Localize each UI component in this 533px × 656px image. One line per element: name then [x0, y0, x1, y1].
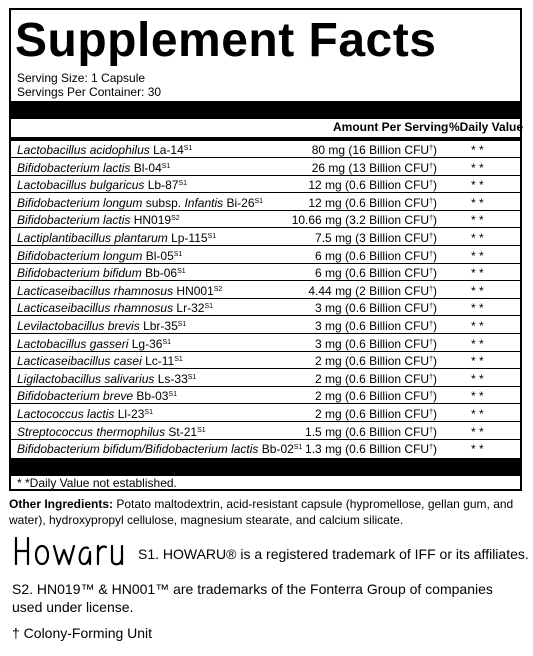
- ingredient-daily-value: * *: [471, 407, 484, 421]
- ingredient-name: Lactobacillus acidophilus $La-14^{S1}$: [17, 143, 193, 157]
- amount-header: Amount Per Serving: [333, 120, 449, 134]
- ingredient-daily-value: * *: [471, 371, 484, 386]
- ingredient-amount: 26 mg (13 Billion CFU†): [311, 160, 437, 175]
- ingredient-name: Lactococcus lactis $Ll-23^{S1}$: [17, 407, 153, 421]
- table-row: [11, 440, 520, 457]
- ingredient-daily-value: * *: [471, 266, 484, 281]
- other-ingredients-text: Potato maltodextrin, acid-resistant capsule (hypromellose, gellan gum, and water), hydroxypropyl cellulose, magnesium stearate, and calcium silicate.: [9, 497, 514, 527]
- s1-trademark-note: S1. HOWARU® is a registered trademark of IFF or its affiliates.: [138, 546, 529, 562]
- ingredient-amount: 3 mg (0.6 Billion CFU†): [315, 319, 437, 333]
- table-row: [11, 370, 520, 387]
- daily-value-header: %Daily Value: [449, 120, 524, 134]
- ingredient-amount: 2 mg (0.6 Billion CFU†): [315, 354, 437, 369]
- other-ingredients: [9, 496, 523, 528]
- s2-trademark-note: S2. HN019™ & HN001™ are trademarks of the Fonterra Group of companies used under license.: [12, 581, 493, 615]
- ingredient-amount: 12 mg (0.6 Billion CFU†): [308, 195, 437, 210]
- thick-divider-top: [11, 101, 520, 119]
- table-row: [11, 141, 520, 158]
- table-row: [11, 229, 520, 246]
- ingredient-name: Bifidobacterium longum subsp. Infantis $Bi-26^{S1}$: [17, 195, 264, 210]
- table-row: [11, 247, 520, 264]
- table-row: [11, 423, 520, 440]
- cfu-note: † Colony-Forming Unit: [12, 625, 153, 641]
- table-row: [11, 335, 520, 352]
- ingredient-name: Lactiplantibacillus plantarum $Lp-115^{S1}$: [17, 231, 217, 245]
- ingredient-amount: 12 mg (0.6 Billion CFU†): [308, 178, 437, 193]
- table-row: [11, 194, 520, 211]
- table-row: [11, 264, 520, 281]
- daily-value-footnote: * *Daily Value not established.: [17, 476, 177, 490]
- ingredient-daily-value: * *: [471, 160, 484, 175]
- ingredient-daily-value: * *: [471, 336, 484, 351]
- ingredient-amount: 6 mg (0.6 Billion CFU†): [315, 248, 437, 263]
- ingredient-amount: 7.5 mg (3 Billion CFU†): [315, 231, 437, 245]
- table-row: [11, 211, 520, 228]
- ingredient-amount: 1.3 mg (0.6 Billion CFU†): [305, 442, 437, 457]
- ingredient-name: Levilactobacillus brevis Lbr-$35^{S1}$: [17, 319, 187, 333]
- ingredient-name: Streptococcus thermophilus $St-21^{S1}$: [17, 424, 206, 439]
- other-ingredients-label: Other Ingredients:: [9, 497, 114, 511]
- ingredient-name: Lacticaseibacillus rhamnosus $Lr-32^{S1}$: [17, 301, 213, 316]
- ingredient-amount: 10.66 mg (3.2 Billion CFU†): [291, 213, 437, 228]
- ingredient-name: Bifidobacterium lactis $Bl-04^{S1}$: [17, 160, 171, 175]
- panel-title: Supplement Facts: [15, 14, 437, 67]
- ingredient-daily-value: * *: [471, 143, 484, 157]
- howaru-logo: [12, 534, 130, 568]
- ingredient-name: Lacticaseibacillus casei $Lc-11^{S1}$: [17, 354, 183, 369]
- table-row: [11, 299, 520, 316]
- ingredient-daily-value: * *: [471, 389, 484, 404]
- ingredient-amount: 1.5 mg (0.6 Billion CFU†): [305, 424, 437, 439]
- servings-per-container: Servings Per Container: 30: [17, 85, 162, 99]
- ingredient-daily-value: * *: [471, 195, 484, 210]
- ingredient-daily-value: * *: [471, 424, 484, 439]
- ingredient-amount: 4.44 mg (2 Billion CFU†): [308, 283, 437, 298]
- table-row: [11, 387, 520, 404]
- ingredient-daily-value: * *: [471, 442, 484, 457]
- ingredient-name: Bifidobacterium bifidum/Bifidobacterium lactis $Bb-02^{S1}$: [17, 442, 303, 457]
- ingredient-name: Bifidobacterium longum $Bl-05^{S1}$: [17, 248, 183, 263]
- ingredient-amount: 3 mg (0.6 Billion CFU†): [315, 301, 437, 316]
- ingredient-amount: 3 mg (0.6 Billion CFU†): [315, 336, 437, 351]
- table-row: [11, 176, 520, 193]
- ingredient-amount: 2 mg (0.6 Billion CFU†): [315, 407, 437, 421]
- ingredient-daily-value: * *: [471, 319, 484, 333]
- ingredient-amount: 80 mg (16 Billion CFU†): [311, 143, 437, 157]
- ingredient-name: Bifidobacterium lactis $HN019^{S2}$: [17, 213, 180, 228]
- table-row: [11, 352, 520, 369]
- ingredient-name: Bifidobacterium breve $Bb-03^{S1}$: [17, 389, 177, 404]
- ingredient-name: Lactobacillus gasseri $Lg-36^{S1}$: [17, 336, 171, 351]
- ingredient-name: Bifidobacterium bifidum $Bb-06^{S1}$: [17, 266, 186, 281]
- ingredient-daily-value: * *: [471, 213, 484, 228]
- ingredient-amount: 2 mg (0.6 Billion CFU†): [315, 389, 437, 404]
- ingredient-name: Lactobacillus bulgaricus $Lb-87^{S1}$: [17, 178, 187, 193]
- thick-divider-bottom: [11, 458, 520, 476]
- ingredient-amount: 2 mg (0.6 Billion CFU†): [315, 371, 437, 386]
- serving-size: Serving Size: 1 Capsule: [17, 71, 146, 85]
- supplement-facts-panel: [9, 8, 522, 491]
- ingredient-daily-value: * *: [471, 248, 484, 263]
- table-row: [11, 159, 520, 176]
- ingredient-daily-value: * *: [471, 283, 484, 298]
- ingredient-daily-value: * *: [471, 178, 484, 193]
- ingredient-name: Ligilactobacillus salivarius $Ls-33^{S1}$: [17, 371, 197, 386]
- table-row: [11, 317, 520, 334]
- ingredient-daily-value: * *: [471, 231, 484, 245]
- table-row: [11, 282, 520, 299]
- ingredient-daily-value: * *: [471, 354, 484, 369]
- ingredient-amount: 6 mg (0.6 Billion CFU†): [315, 266, 437, 281]
- table-row: [11, 405, 520, 422]
- ingredient-name: Lacticaseibacillus rhamnosus $HN001^{S2}$: [17, 283, 223, 298]
- ingredient-daily-value: * *: [471, 301, 484, 316]
